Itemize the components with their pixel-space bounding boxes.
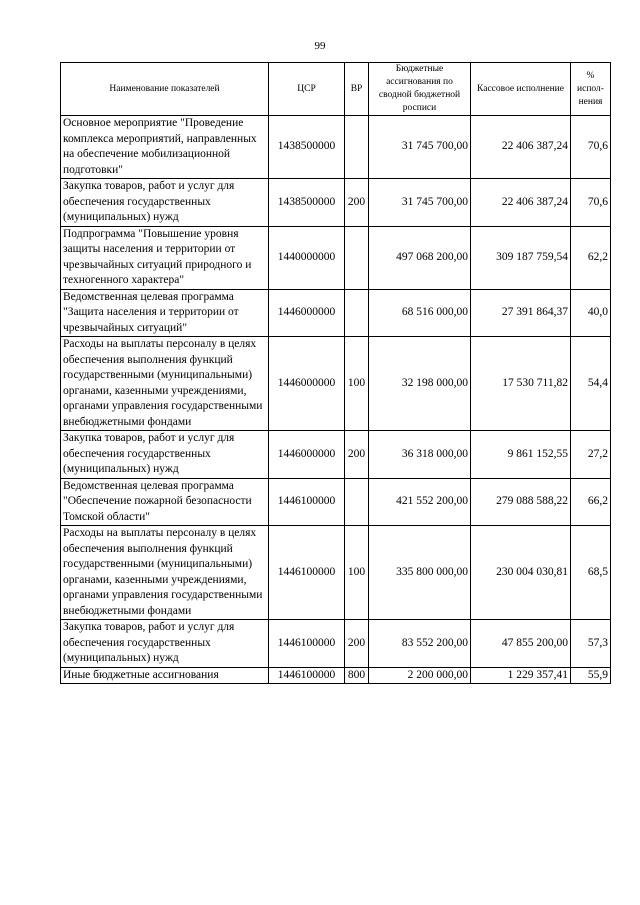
table-row xyxy=(61,620,611,668)
header-budget: Бюджетные ассигнования по сводной бюджетной росписи xyxy=(369,63,471,116)
row-percent: 57,3 xyxy=(571,620,611,668)
row-name: Иные бюджетные ассигнования xyxy=(61,667,269,684)
row-code: 1446000000 xyxy=(269,337,345,431)
row-vr xyxy=(345,289,369,337)
header-vr: ВР xyxy=(345,63,369,116)
row-vr xyxy=(345,478,369,526)
row-execution: 279 088 588,22 xyxy=(471,478,571,526)
row-percent: 54,4 xyxy=(571,337,611,431)
row-code: 1446000000 xyxy=(269,431,345,479)
row-code: 1446000000 xyxy=(269,289,345,337)
table-row xyxy=(61,667,611,684)
row-budget: 421 552 200,00 xyxy=(369,478,471,526)
row-percent: 55,9 xyxy=(571,667,611,684)
row-name: Подпрограмма "Повышение уровня защиты населения и территории от чрезвычайных ситуаций природного и техногенного характера" xyxy=(61,226,269,289)
header-execution: Кассовое исполнение xyxy=(471,63,571,116)
row-budget: 31 745 700,00 xyxy=(369,116,471,179)
row-budget: 2 200 000,00 xyxy=(369,667,471,684)
row-code: 1446100000 xyxy=(269,620,345,668)
row-code: 1440000000 xyxy=(269,226,345,289)
row-percent: 62,2 xyxy=(571,226,611,289)
budget-table xyxy=(60,62,611,684)
row-code: 1446100000 xyxy=(269,667,345,684)
table-row xyxy=(61,431,611,479)
table-row xyxy=(61,289,611,337)
row-name: Основное мероприятие "Проведение комплекса мероприятий, направленных на обеспечение мобилизационной подготовки" xyxy=(61,116,269,179)
row-code: 1446100000 xyxy=(269,478,345,526)
row-budget: 31 745 700,00 xyxy=(369,179,471,227)
header-code: ЦСР xyxy=(269,63,345,116)
table-row xyxy=(61,526,611,620)
row-execution: 27 391 864,37 xyxy=(471,289,571,337)
row-vr: 200 xyxy=(345,620,369,668)
table-row xyxy=(61,116,611,179)
row-execution: 22 406 387,24 xyxy=(471,179,571,227)
row-percent: 70,6 xyxy=(571,116,611,179)
row-budget: 68 516 000,00 xyxy=(369,289,471,337)
row-execution: 9 861 152,55 xyxy=(471,431,571,479)
row-vr: 200 xyxy=(345,431,369,479)
row-name: Ведомственная целевая программа "Обеспечение пожарной безопасности Томской области" xyxy=(61,478,269,526)
row-name: Ведомственная целевая программа "Защита населения и территории от чрезвычайных ситуаций" xyxy=(61,289,269,337)
header-percent: % испол-нения xyxy=(571,63,611,116)
row-vr: 200 xyxy=(345,179,369,227)
row-execution: 47 855 200,00 xyxy=(471,620,571,668)
row-code: 1446100000 xyxy=(269,526,345,620)
row-percent: 66,2 xyxy=(571,478,611,526)
row-percent: 27,2 xyxy=(571,431,611,479)
table-row xyxy=(61,478,611,526)
row-vr xyxy=(345,116,369,179)
row-name: Расходы на выплаты персоналу в целях обеспечения выполнения функций государственными (муниципальными) органами, казенными учреждениями, органами управления государственными внебюджетными фондами xyxy=(61,337,269,431)
row-execution: 230 004 030,81 xyxy=(471,526,571,620)
row-name: Расходы на выплаты персоналу в целях обеспечения выполнения функций государственными (муниципальными) органами, казенными учреждениями, органами управления государственными внебюджетными фондами xyxy=(61,526,269,620)
row-code: 1438500000 xyxy=(269,179,345,227)
row-percent: 70,6 xyxy=(571,179,611,227)
header-name: Наименование показателей xyxy=(61,63,269,116)
row-execution: 22 406 387,24 xyxy=(471,116,571,179)
row-vr: 800 xyxy=(345,667,369,684)
row-percent: 40,0 xyxy=(571,289,611,337)
row-execution: 1 229 357,41 xyxy=(471,667,571,684)
row-code: 1438500000 xyxy=(269,116,345,179)
row-name: Закупка товаров, работ и услуг для обеспечения государственных (муниципальных) нужд xyxy=(61,179,269,227)
row-vr: 100 xyxy=(345,337,369,431)
table-row xyxy=(61,226,611,289)
row-percent: 68,5 xyxy=(571,526,611,620)
table-row xyxy=(61,337,611,431)
row-budget: 36 318 000,00 xyxy=(369,431,471,479)
row-budget: 83 552 200,00 xyxy=(369,620,471,668)
row-vr: 100 xyxy=(345,526,369,620)
row-budget: 32 198 000,00 xyxy=(369,337,471,431)
page-number: 99 xyxy=(314,40,326,52)
row-vr xyxy=(345,226,369,289)
row-budget: 497 068 200,00 xyxy=(369,226,471,289)
row-budget: 335 800 000,00 xyxy=(369,526,471,620)
row-execution: 309 187 759,54 xyxy=(471,226,571,289)
table-row xyxy=(61,179,611,227)
row-name: Закупка товаров, работ и услуг для обеспечения государственных (муниципальных) нужд xyxy=(61,620,269,668)
row-name: Закупка товаров, работ и услуг для обеспечения государственных (муниципальных) нужд xyxy=(61,431,269,479)
row-execution: 17 530 711,82 xyxy=(471,337,571,431)
table-header-row xyxy=(61,63,611,116)
